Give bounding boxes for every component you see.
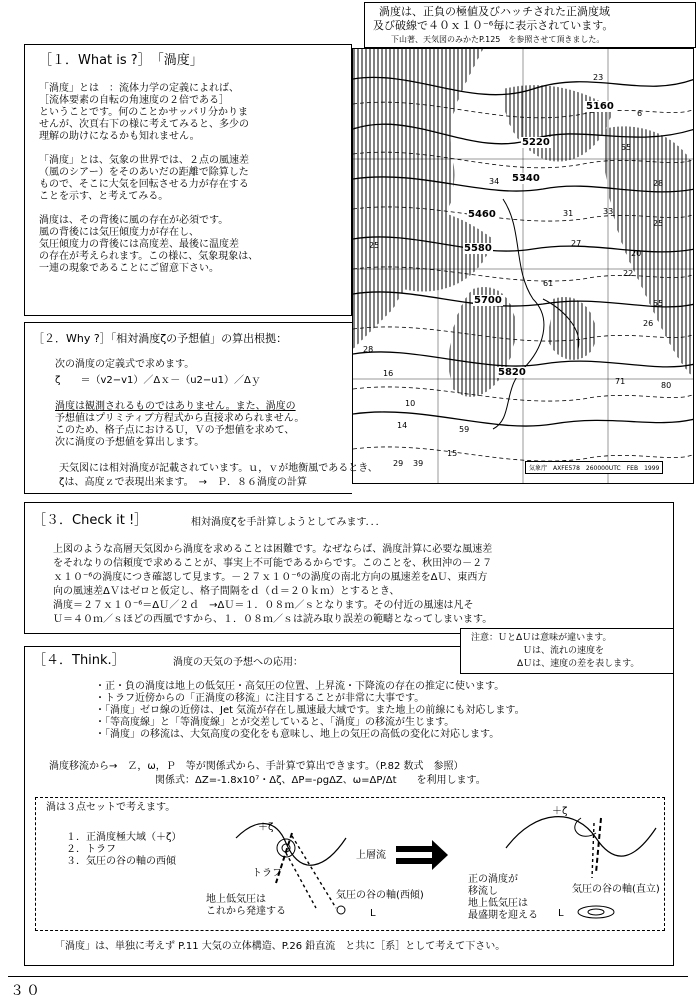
section-4-title: ［４．Think.］ [33,653,125,668]
s1-line: ということです。何のことかサッパリ分かりま [39,107,248,118]
caution-line3: ΔＵは、速度の差を表します。 [517,659,640,669]
s1-line: 「渦度」とは ：流体力学の定義によれば、 [39,83,239,94]
diagram-item: ３．気圧の谷の軸の西傾 [66,856,176,867]
s2-line: このため、格子点におけるＵ，Ｖの予想値を求めて、 [55,425,295,436]
s1-line: 一連の現象であることにご留意下さい。 [39,263,219,274]
map-number: 20 [631,249,642,258]
s1-line: 「渦度」とは、気象の世界では、２点の風速差 [39,155,249,166]
s3-line: 渦度＝２７ｘ１０⁻⁶＝ΔＵ／２ｄ →ΔＵ＝１．０８ｍ／ｓとなります。その付近の風速は凡そ [53,600,474,611]
diagram-title: 渦は３点セットで考えます。 [46,802,176,813]
caution-line1: 注意：ＵとΔＵは意味が違います。 [471,633,612,643]
section-check-it [24,502,674,634]
section-think [24,646,674,966]
s4-relation-line: 関係式：ΔZ=-1.8x10⁷・Δζ、ΔP=-ρgΔZ、ω=ΔP/Δt を利用します。 [155,775,486,786]
height-5580: 5580 [464,243,492,254]
left-caption-1: 地上低気圧は [206,894,266,905]
map-number: 31 [563,209,574,218]
L-left: L [370,908,376,919]
caution-line2: Ｕは、流れの速度を [523,646,605,656]
map-number: 15 [447,449,458,458]
L-right: L [558,908,564,919]
s3-line: をそれなりの信頼度で求めることが、事実上不可能であるからです。このことを、秋田沖の－２７ [53,558,493,569]
map-number: 28 [653,179,664,188]
s1-line: 理解の助けになるかも知れません。 [39,131,200,142]
s2-line: ζは、高度ｚで表現出来ます。 → Ｐ．８６渦度の計算 [59,477,308,488]
s2-line: 天気図には相対渦度が記載されています。ｕ，ｖが地衡風であるとき、 [59,463,378,474]
s1-line: の存在が考えられます。この様に、気象現象は、 [39,251,259,262]
s2-formula: ζ ＝（v2−v1）／Δｘ－（u2−u1）／Δｙ [55,375,261,386]
right-caption-3: 地上低気圧は [468,898,528,909]
map-number: 6 [637,109,643,118]
map-number: 26 [643,319,654,328]
section-1-title: ［１．What is ?］ 「渦度」 [39,53,203,68]
map-number: 22 [623,269,634,278]
map-number: 28 [363,345,374,354]
s4-bullet: ・正・負の渦度は地上の低気圧・高気圧の位置、上昇流・下降流の存在の推定に使います。 [95,681,505,692]
s1-line: （風のシアー）をそのあいだの距離で除算した [39,167,249,178]
trough-label: トラフ [252,868,282,879]
bottom-rule [8,976,688,977]
map-number: 27 [571,239,582,248]
section-4-bullets [95,681,525,741]
s4-bullet: ・「渦度」の移流は、大気高度の変化をも意味し、地上の気圧の高低の変化に対応します。 [95,729,500,740]
section-3-title: ［３．Check it !］ [33,513,148,528]
s1-line: ［流体要素の自転の角速度の２倍である］ [39,95,229,106]
caution-box [460,628,674,674]
s2-line: 次に渦度の予想値を算出します。 [55,437,205,448]
map-number: 23 [593,73,604,82]
section-what-is [24,44,352,316]
section-3-body [53,543,492,627]
s2-line: 渦度は観測されるものではありません。また、渦度の [55,401,296,412]
s3-line: ｘ１０⁻⁶の渦度につき確認して見ます。－２７ｘ１０⁻⁶の渦度の南北方向の風速差をΔＵ、東西方 [53,572,488,583]
section-4-subtitle: 渦度の天気の予想への応用： [173,657,303,668]
s4-bullet: ・「等高度線」と「等渦度線」とが交差していると、「渦度」の移流が生じます。 [95,717,455,728]
map-number: 71 [615,377,626,386]
weather-map-svg [353,49,694,484]
map-number: 55 [653,299,664,308]
map-number: 25 [653,219,664,228]
upper-flow-label: 上層流 [356,850,386,861]
height-5340: 5340 [512,173,540,184]
height-5160: 5160 [586,101,614,112]
map-number: 61 [543,279,554,288]
axis-west-label: 気圧の谷の軸(西傾) [336,890,424,901]
map-number: 14 [397,421,408,430]
right-caption-4: 最盛期を迎える [468,910,538,921]
map-number: 55 [621,143,632,152]
s1-line: 渦度は、その背後に風の存在が必須です。 [39,215,229,226]
page-number: ３０ [10,983,42,999]
top-note-line3: 下山著、天気図のみかたP.125 を参照させて頂きました。 [391,35,605,44]
weather-map [352,48,694,484]
left-caption-2: これから発達する [206,906,286,917]
right-caption-2: 移流し [468,886,498,897]
section-2-title: ［２．Why ?］「相対渦度ζの予想値」の算出根拠： [33,332,288,345]
height-5460: 5460 [468,209,496,220]
s2-line: 次の渦度の定義式で求めます。 [55,359,195,370]
section-3-subtitle: 相対渦度ζを手計算しようとしてみます．．． [191,517,386,528]
map-number: 16 [383,369,394,378]
s3-line: 上図のような高層天気図から渦度を求めることは困難です。なぜならば、渦度計算に必要な風速差 [53,544,493,555]
map-number: 59 [459,425,470,434]
map-number: 25 [369,241,380,250]
s4-bullet: ・「渦度」ゼロ線の近傍は、Jet 気流が存在し風速最大域です。また地上の前線にも対応します。 [95,705,525,716]
axis-vertical-label: 気圧の谷の軸(直立) [572,884,660,895]
plus-zeta-left: ＋ζ [258,822,274,833]
s1-line: もので、そこに大気を回転させる力が存在する [39,179,249,190]
map-number: 39 [413,459,424,468]
s1-line: せんが、次頁右下の様に考えてみると、多少の [39,119,249,130]
top-note [364,2,696,48]
map-number: 10 [405,399,416,408]
section-1-body [39,83,258,275]
s1-line: ことを示す、と考えてみる。 [39,191,169,202]
diagram-item: １．正渦度極大域（＋ζ） [66,832,182,843]
right-caption-1: 正の渦度が [468,874,518,885]
s1-line: 風の背後には気圧傾度力が存在し、 [39,227,199,238]
plus-zeta-right: ＋ζ [552,806,568,817]
s4-bullet: ・トラフ近傍からの「正渦度の移流」に注目することが非常に大事です。 [95,693,425,704]
s1-line: 気圧傾度力の背後には高度差、最後に温度差 [39,239,239,250]
height-5220: 5220 [522,137,550,148]
s3-line: Ｕ＝４０ｍ／ｓほどの西風ですから、１．０８ｍ／ｓは読み取り誤差の範疇となってしまいます。 [53,614,493,625]
top-note-line2: 及び破線で４０ｘ１０⁻⁶毎に表示されています。 [373,19,614,32]
top-note-line1: 渦度は、正負の極値及びハッチされた正渦度域 [379,5,610,18]
map-number: 80 [661,381,672,390]
map-number: 34 [489,177,500,186]
s4-advection-line: 渦度移流から→ Ｚ，ω，Ｐ 等が関係式から、手計算で算出できます。（P.82 数式 参照） [49,761,464,772]
map-legend: 気象庁 AXFE578 260000UTC FEB 1999 [525,461,663,474]
s2-line: 予想値はプリミティブ方程式から直接求められません。 [55,413,305,424]
s3-line: 向の風速差ΔＶはゼロと仮定し、格子間隔をｄ（ｄ＝２０ｋｍ）とするとき、 [53,586,400,597]
diagram-item: ２．トラフ [66,844,116,855]
footer-note: 「渦度」は、単独に考えず P.11 大気の立体構造、P.26 鉛直流 と共に［系］として考えて下さい。 [55,941,506,952]
height-5700: 5700 [474,295,502,306]
map-number: 29 [393,459,404,468]
map-number: 33 [603,207,614,216]
height-5820: 5820 [498,367,526,378]
vortex-diagram [35,797,665,931]
